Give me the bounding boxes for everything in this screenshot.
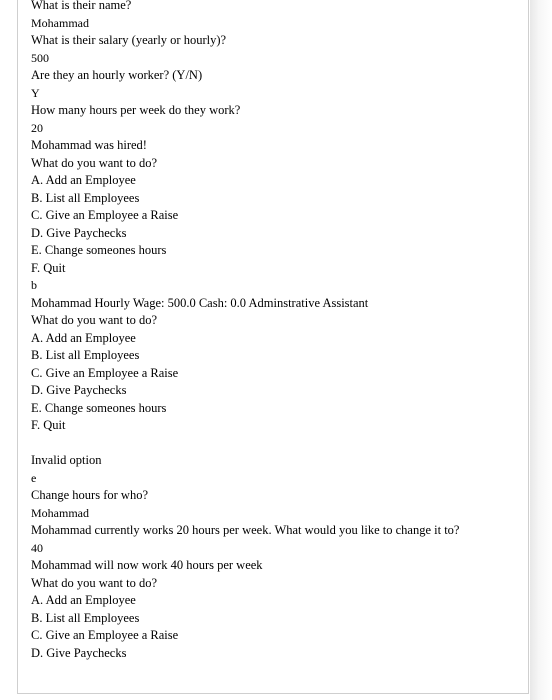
console-output-line: E. Change someones hours [31, 400, 167, 415]
console-output-line: A. Add an Employee [31, 593, 136, 607]
console-output-line: F. Quit [31, 260, 66, 275]
console-output-line: C. Give an Employee a Raise [31, 208, 179, 222]
console-input-line: 40 [31, 540, 43, 555]
console-output-line: What do you want to do? [31, 155, 158, 170]
console-output-line: D. Give Paychecks [31, 225, 127, 240]
console-output-line: F. Quit [31, 418, 66, 432]
console-output-line: B. List all Employees [31, 348, 140, 362]
console-input-line: Mohammad [31, 505, 89, 520]
console-output-line: What is their salary (yearly or hourly)? [31, 33, 227, 47]
console-output-line: A. Add an Employee [31, 173, 136, 187]
console-output-line: What do you want to do? [31, 313, 158, 327]
console-output-line: E. Change someones hours [31, 243, 167, 257]
console-output-line: D. Give Paychecks [31, 383, 127, 397]
console-output-line: A. Add an Employee [31, 330, 136, 345]
console-output-line: How many hours per week do they work? [31, 103, 241, 117]
console-output [31, 0, 521, 662]
console-output-line: Mohammad will now work 40 hours per week [31, 558, 263, 572]
console-input-line: b [31, 278, 37, 292]
console-input-line: Y [31, 85, 40, 100]
console-input-line: 20 [31, 120, 43, 135]
console-blank-line [31, 435, 521, 453]
console-output-line: Invalid option [31, 453, 102, 467]
page-edge-shadow [530, 0, 552, 700]
console-output-line: Change hours for who? [31, 488, 148, 502]
console-input-line: Mohammad [31, 15, 89, 30]
console-output-line: B. List all Employees [31, 610, 140, 625]
console-output-line: B. List all Employees [31, 190, 140, 205]
console-output-line: D. Give Paychecks [31, 645, 127, 660]
console-output-line: C. Give an Employee a Raise [31, 365, 179, 380]
console-input-line: 500 [31, 50, 49, 65]
console-output-line: What is their name? [31, 0, 132, 12]
console-output-line: Mohammad currently works 20 hours per week. What would you like to change it to? [31, 523, 460, 537]
console-output-line: Mohammad was hired! [31, 138, 147, 152]
console-input-line: e [31, 470, 37, 485]
console-output-line: C. Give an Employee a Raise [31, 628, 179, 642]
console-output-line: Are they an hourly worker? (Y/N) [31, 68, 203, 82]
console-output-line: What do you want to do? [31, 575, 158, 590]
console-output-line: Mohammad Hourly Wage: 500.0 Cash: 0.0 Adminstrative Assistant [31, 295, 369, 310]
